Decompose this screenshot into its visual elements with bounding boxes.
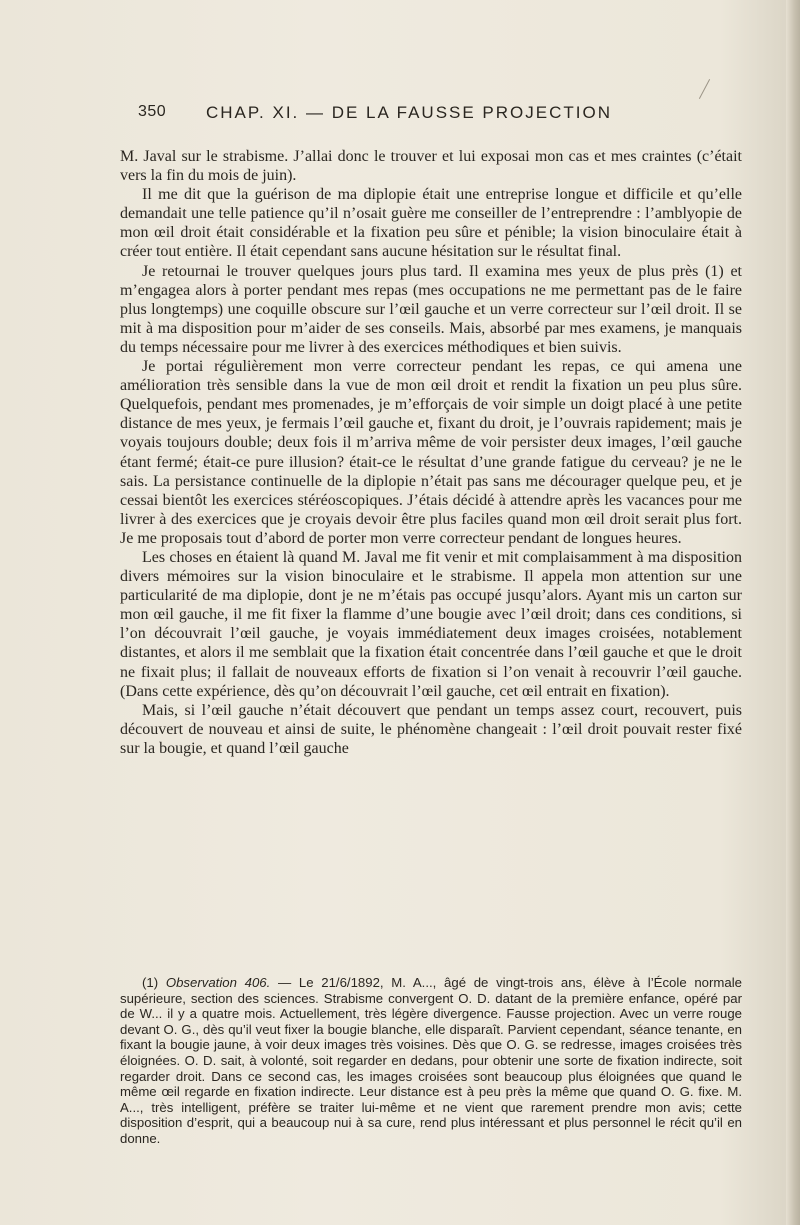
footnote xyxy=(120,975,742,1147)
paragraph: Je retournai le trouver quelques jours plus tard. Il examina mes yeux de plus près (1) et m’engagea alors à porter pendant mes repas (mes occupations ne me permettant pas de le faire plus longtemps) une coquille obscure sur l’œil gauche et un verre correcteur sur l’œil droit. Il se mit à ma disposition pour m’aider de ses conseils. Mais, absorbé par mes examens, je manquais du temps nécessaire pour me livrer à des exercices méthodiques et bien suivis. xyxy=(120,262,742,356)
paragraph: M. Javal sur le strabisme. J’allai donc le trouver et lui exposai mon cas et mes craintes (c’était vers la fin du mois de juin). xyxy=(120,148,742,185)
page-number: 350 xyxy=(138,103,167,120)
footnote-label: Observation 406. xyxy=(165,975,271,990)
footnote-text: — Le 21/6/1892, M. A..., âgé de vingt-trois ans, élève à l’École normale supérieure, section des sciences. Strabisme convergent O. D. datant de la première enfance, opéré par de W... il y a quatre mois. Actuellement, très légère divergence. Fausse projection. Avec un verre rouge devant O. G., dès qu’il veut fixer la bougie blanche, elle disparaît. Parvient cependant, séance tenante, en fixant la bougie jaune, à voir deux images très voisines. Dès que O. G. se redresse, images croisées très éloignées. O. D. sait, à volonté, soit regarder en dedans, pour obtenir une sorte de fixation indirecte, soit regarder droit. Dans ce second cas, les images croisées sont beaucoup plus éloignées que quand le même œil regarde en fixation indirecte. Leur distance est à peu près la même que quand O. G. fixe. M. A..., très intelligent, préfère se traiter lui-même et ne vient que rarement prendre mon avis; cette disposition d’esprit, qui a beaucoup nui à sa cure, rend plus intéressant et plus personnel le récit qu’il en donne. xyxy=(120,975,742,1146)
footnote-section xyxy=(120,975,742,1147)
paragraph: Je portai régulièrement mon verre correcteur pendant les repas, ce qui amena une amélioration très sensible dans la vue de mon œil droit et rendit la fixation un peu plus sûre. Quelquefois, pendant mes promenades, je m’efforçais de voir simple un doigt placé à une petite distance de mes yeux, je fermais l’œil gauche et, fixant du droit, je l’ouvrais rapidement; mais je voyais toujours double; deux fois il m’arriva même de voir persister deux images, l’œil gauche étant fermé; était-ce pure illusion? était-ce le résultat d’une grande fatigue du cerveau? je ne le sais. La persistance continuelle de la diplopie n’était pas sans me décourager quelque peu, et je cessai bientôt les exercices stéréoscopiques. J’étais décidé à attendre après les vacances pour me livrer à des exercices que je croyais devoir être plus faciles quand mon œil droit serait plus fort. Je me proposais tout d’abord de porter mon verre correcteur pendant de longues heures. xyxy=(120,358,742,547)
paragraph: Il me dit que la guérison de ma diplopie était une entreprise longue et difficile et qu’elle demandait une telle patience qu’il n’osait guère me conseiller de l’entreprendre : l’amblyopie de mon œil droit était considérable et la fixation peu sûre et pénible; la vision binoculaire était à créer tout entière. Il était cependant sans aucune hésitation sur le résultat final. xyxy=(120,186,742,261)
pencil-mark xyxy=(699,79,710,99)
paragraph: Mais, si l’œil gauche n’était découvert que pendant un temps assez court, recouvert, puis découvert de nouveau et ainsi de suite, le phénomène changeait : l’œil droit pouvait rester fixé sur la bougie, et quand l’œil gauche xyxy=(120,701,742,757)
page-header xyxy=(138,103,743,127)
footnote-marker: (1) xyxy=(142,975,159,990)
body-text xyxy=(120,147,742,758)
running-title: CHAP. XI. — DE LA FAUSSE PROJECTION xyxy=(206,103,612,122)
page-edge xyxy=(786,0,800,1225)
paragraph: Les choses en étaient là quand M. Javal me fit venir et mit complaisamment à ma disposition divers mémoires sur la vision binoculaire et le strabisme. Il appela mon attention sur une particularité de ma diplopie, dont je ne m’étais pas occupé jusqu’alors. Ayant mis un carton sur mon œil gauche, il me fit fixer la flamme d’une bougie avec l’œil droit; dans ces conditions, si l’on découvrait l’œil gauche, je voyais immédiatement deux images croisées, notablement distantes, et alors il me semblait que la fixation était concentrée dans l’œil gauche et que le droit ne fixait plus; il fallait de nouveaux efforts de fixation si l’on venait à recouvrir l’œil gauche. (Dans cette expérience, dès qu’on découvrait l’œil gauche, cet œil entrait en fixation). xyxy=(120,548,742,700)
